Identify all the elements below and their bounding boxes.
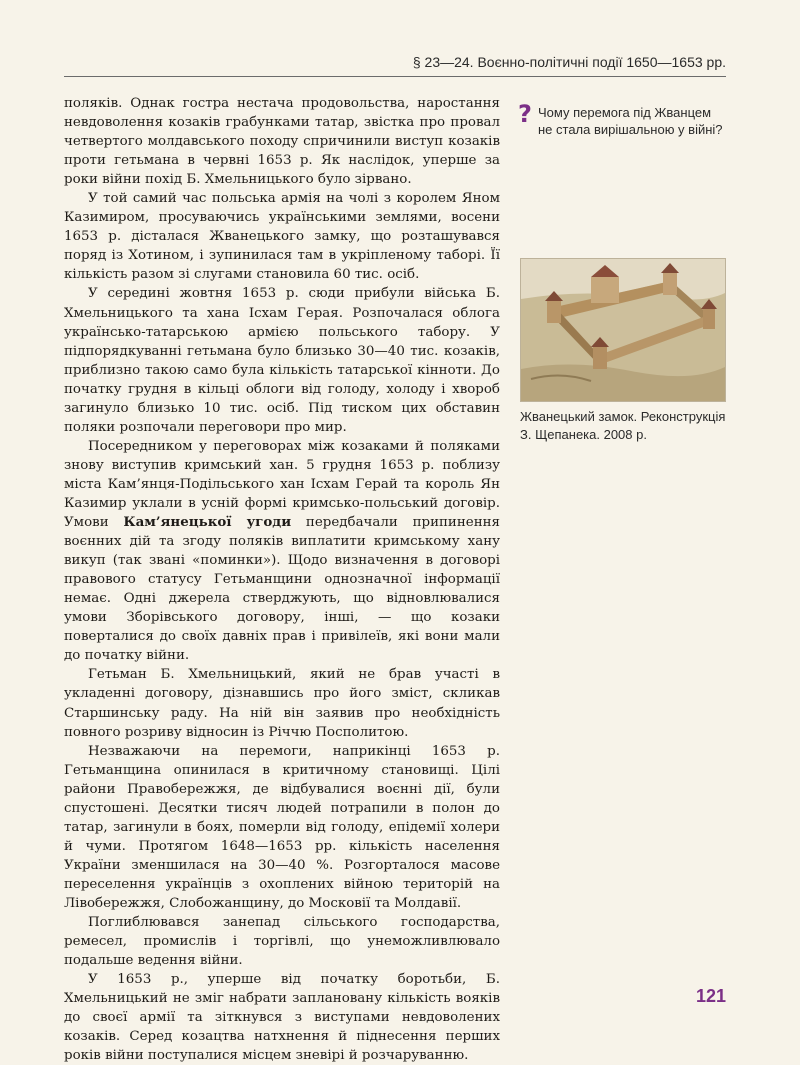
paragraph-text: Посередником у переговорах між козаками й поляками знову виступив кримський хан. 5 грудня 1653 р. поблизу міста Кам’янця-Подільського хан Ісхам Герай та король Ян Казимир уклали в усній формі кримсько-польський договір. Умови	[64, 438, 500, 531]
margin-question	[518, 100, 728, 138]
paragraph: Поглиблювався занепад сільського господарства, ремесел, промислів і торгівлі, що унеможливлювало подальше ведення війни.	[64, 915, 500, 969]
paragraph: У той самий час польська армія на чолі з королем Яном Казимиром, просуваючись українськими землями, восени 1653 р. дісталася Жванецького замку, що розташувався поряд із Хотином, і зупинилася там в укріпленому таборі. Її кількість разом зі слугами становила 60 тис. осіб.	[64, 191, 500, 283]
question-mark-icon: ?	[518, 100, 532, 128]
header-divider	[64, 76, 726, 77]
paragraph: поляків. Однак гостра нестача продовольства, наростання невдоволення козаків грабунками татар, звістка про провал четвертого молдавського походу спричинили виступ козаків проти гетьмана в червні 1653 р. Як наслідок, уперше за роки війни похід Б. Хмельницького було зірвано.	[64, 96, 500, 188]
castle-illustration	[520, 258, 726, 402]
paragraph-text: передбачали припинення воєнних дій та згоду поляків виплатити кримському хану викуп (так звані «поминки»). Щодо визначення в договорі правового статусу Гетьманщини однозначної інформації немає. Одні джерела стверджують, що відновлювалися умови Зборівського договору, інші, — що козаки поверталися до своїх давніх прав і привілеїв, які вони мали до початку війни.	[64, 515, 500, 664]
paragraph: Незважаючи на перемоги, наприкінці 1653 р. Гетьманщина опинилася в критичному становищі. Цілі райони Правобережжя, де відбувалися воєнні дії, були спустошені. Десятки тисяч людей потрапили в полон до татар, загинули в боях, померли від голоду, епідемії холери й чуми. Протягом 1648—1653 рр. кількість населення України зменшилася на 30—40 %. Розгорталося масове переселення українців з охоплених війною територій на Лівобережжя, Слобожанщину, до Московії та Молдавії.	[64, 743, 500, 911]
question-text: Чому перемога під Жванцем не стала вирішальною у війні?	[538, 105, 723, 137]
image-caption: Жванецький замок. Реконструкція З. Щепанека. 2008 р.	[520, 409, 726, 442]
page-number: 121	[695, 986, 726, 1006]
running-header: § 23—24. Воєнно-політичні події 1650—1653 рр.	[412, 54, 726, 70]
paragraph: У середині жовтня 1653 р. сюди прибули війська Б. Хмельницького та хана Ісхам Герая. Розпочалася облога українсько-татарською армією польського табору. У підпорядкуванні гетьмана було близько 30—40 тис. козаків, приблизно такою само була кількість татарської кінноти. До початку грудня в кільці облоги від голоду, холоду і хвороб загинуло близько 10 тис. осіб. Під тиском цих обставин поляки розпочали переговори про мир.	[64, 286, 500, 435]
key-term: Кам’янецької угоди	[123, 514, 292, 531]
paragraph-with-term	[64, 437, 500, 666]
paragraph: У 1653 р., уперше від початку боротьби, Б. Хмельницький не зміг набрати заплановану кількість вояків до своєї армії та зіткнувся з виступами невдоволених козаків. Серед козацтва натхнення й піднесення перших років війни поступалися місцем зневірі й розчаруванню.	[64, 972, 500, 1064]
main-text-column	[64, 94, 500, 1065]
paragraph: Гетьман Б. Хмельницький, який не брав участі в укладенні договору, дізнавшись про його зміст, скликав Старшинську раду. На ній він заявив про необхідність повного розриву відносин із Річчю Посполитою.	[64, 667, 500, 740]
